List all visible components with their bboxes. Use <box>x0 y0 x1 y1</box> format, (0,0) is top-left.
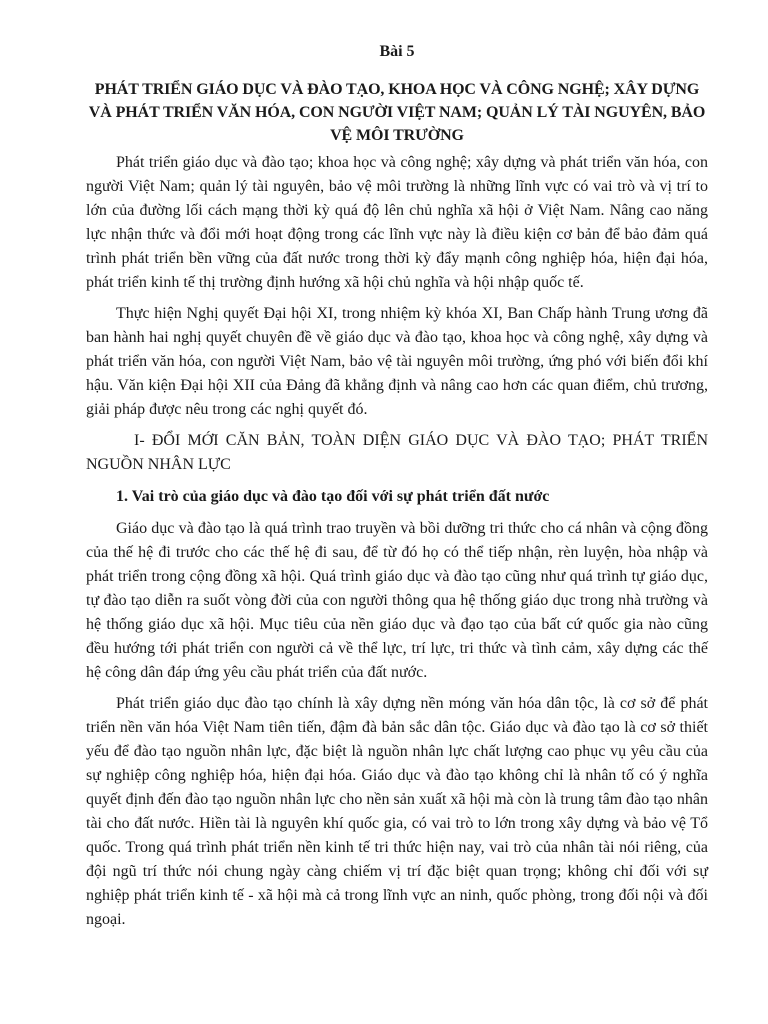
section-paragraph-1: Giáo dục và đào tạo là quá trình trao truyền và bồi dưỡng tri thức cho cá nhân và cộng đồng của thế hệ đi trước cho các thế hệ đi sau, để từ đó họ có thể tiếp nhận, rèn luyện, hòa nhập và phát triển trong cộng đồng xã hội. Quá trình giáo dục và đào tạo cũng như quá trình tự giáo dục, tự đào tạo diễn ra suốt vòng đời của con người thông qua hệ thống giáo dục trong nhà trường và hệ thống giáo dục xã hội. Mục tiêu của nền giáo dục và đạo tạo của bất cứ quốc gia nào cũng đều hướng tới phát triển con người cả về thể lực, trí lực, tri thức và tình cảm, xây dựng các thế hệ công dân đáp ứng yêu cầu phát triển của đất nước. <box>86 520 708 681</box>
intro-paragraph-1: Phát triển giáo dục và đào tạo; khoa học và công nghệ; xây dựng và phát triển văn hóa, con người Việt Nam; quản lý tài nguyên, bảo vệ môi trường là những lĩnh vực có vai trò và vị trí to lớn của đường lối cách mạng thời kỳ quá độ lên chủ nghĩa xã hội ở Việt Nam. Nâng cao năng lực nhận thức và đổi mới hoạt động trong các lĩnh vực này là điều kiện cơ bản để bảo đảm quá trình phát triển bền vững của đất nước trong thời kỳ đẩy mạnh công nghiệp hóa, hiện đại hóa, phát triển kinh tế thị trường định hướng xã hội chủ nghĩa và hội nhập quốc tế. <box>86 154 708 291</box>
document-page <box>86 40 708 939</box>
main-heading: PHÁT TRIỂN GIÁO DỤC VÀ ĐÀO TẠO, KHOA HỌC VÀ CÔNG NGHỆ; XÂY DỰNG VÀ PHÁT TRIỂN VĂN HÓA, CON NGƯỜI VIỆT NAM; QUẢN LÝ TÀI NGUYÊN, BẢO VỆ MÔI TRƯỜNG <box>88 81 706 144</box>
section-paragraph-2: Phát triển giáo dục đào tạo chính là xây dựng nền móng văn hóa dân tộc, là cơ sở để phát triển nền văn hóa Việt Nam tiên tiến, đậm đà bản sắc dân tộc. Giáo dục và đào tạo là cơ sở thiết yếu để đào tạo nguồn nhân lực, đặc biệt là nguồn nhân lực chất lượng cao phục vụ yêu cầu của sự nghiệp công nghiệp hóa, hiện đại hóa. Giáo dục và đào tạo không chỉ là nhân tố có ý nghĩa quyết định đến đào tạo nguồn nhân lực cho nền sản xuất xã hội mà còn là trung tâm đào tạo nhân tài cho đất nước. Hiền tài là nguyên khí quốc gia, có vai trò to lớn trong xây dựng và bảo vệ Tổ quốc. Trong quá trình phát triển nền kinh tế tri thức hiện nay, vai trò của nhân tài nói riêng, của đội ngũ trí thức nói chung ngày càng chiếm vị trí đặc biệt quan trọng; không chỉ đối với sự nghiệp phát triển kinh tế - xã hội mà cả trong lĩnh vực an ninh, quốc phòng, trong đối nội và đối ngoại. <box>86 695 708 928</box>
lesson-title: Bài 5 <box>379 43 415 60</box>
subsection-heading: 1. Vai trò của giáo dục và đào tạo đối với sự phát triển đất nước <box>116 488 550 505</box>
intro-paragraph-2: Thực hiện Nghị quyết Đại hội XI, trong nhiệm kỳ khóa XI, Ban Chấp hành Trung ương đã ban hành hai nghị quyết chuyên đề về giáo dục và đào tạo, khoa học và công nghệ, xây dựng và phát triển văn hóa, con người Việt Nam, bảo vệ tài nguyên môi trường, ứng phó với biến đổi khí hậu. Văn kiện Đại hội XII của Đảng đã khẳng định và nâng cao hơn các quan điểm, chủ trương, giải pháp được nêu trong các nghị quyết đó. <box>86 305 708 418</box>
section-heading: I- ĐỔI MỚI CĂN BẢN, TOÀN DIỆN GIÁO DỤC VÀ ĐÀO TẠO; PHÁT TRIỂN NGUỒN NHÂN LỰC <box>86 432 708 473</box>
